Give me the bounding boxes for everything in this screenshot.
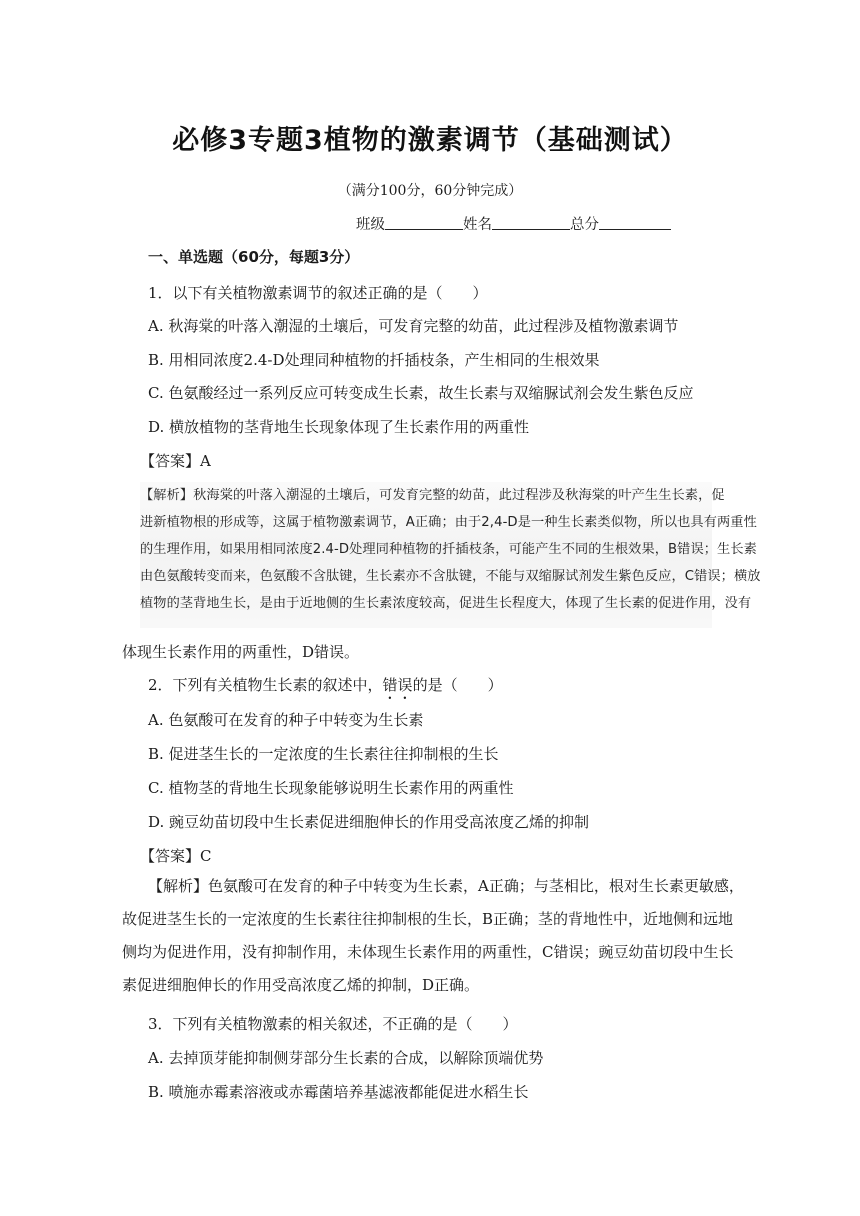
question-2-option-b: B. 促进茎生长的一定浓度的生长素往往抑制根的生长 — [148, 745, 499, 763]
question-2-option-c: C. 植物茎的背地生长现象能够说明生长素作用的两重性 — [148, 779, 514, 797]
question-2-option-d: D. 豌豆幼苗切段中生长素促进细胞伸长的作用受高浓度乙烯的抑制 — [148, 813, 590, 831]
score-label: 总分 — [570, 217, 599, 233]
question-1-analysis-scan — [140, 482, 761, 628]
question-1-stem: 1．以下有关植物激素调节的叙述正确的是（ ） — [148, 284, 488, 302]
question-2-stem-post: 的是（ ） — [412, 676, 503, 694]
score-blank[interactable] — [599, 215, 671, 230]
name-label: 姓名 — [463, 217, 492, 233]
analysis-line: 植物的茎背地生长，是由于近地侧的生长素浓度较高，促进生长程度大，体现了生长素的促进作用，没有 — [140, 596, 752, 611]
analysis-line: 进新植物根的形成等，这属于植物激素调节，A正确；由于2,4-D是一种生长素类似物，所以也具有两重性 — [140, 515, 757, 530]
name-blank[interactable] — [492, 215, 570, 230]
analysis-line: 【解析】秋海棠的叶落入潮湿的土壤后，可发育完整的幼苗，此过程涉及秋海棠的叶产生生长素，促 — [140, 488, 725, 503]
question-3-option-a: A. 去掉顶芽能抑制侧芽部分生长素的合成，以解除顶端优势 — [148, 1049, 544, 1067]
question-1-option-c: C. 色氨酸经过一系列反应可转变成生长素，故生长素与双缩脲试剂会发生紫色反应 — [148, 384, 694, 402]
question-1-answer: 【答案】A — [140, 452, 211, 470]
question-2-option-a: A. 色氨酸可在发育的种子中转变为生长素 — [148, 711, 424, 729]
question-2-stem-emphasis: 错误 — [382, 676, 413, 694]
analysis-line: 素促进细胞伸长的作用受高浓度乙烯的抑制，D正确。 — [122, 976, 480, 994]
class-label: 班级 — [356, 217, 385, 233]
analysis-line: 侧均为促进作用，没有抑制作用，未体现生长素作用的两重性，C错误；豌豆幼苗切段中生长 — [122, 943, 734, 961]
question-1-option-d: D. 横放植物的茎背地生长现象体现了生长素作用的两重性 — [148, 418, 530, 436]
question-1-option-b: B. 用相同浓度2.4-D处理同种植物的扦插枝条，产生相同的生根效果 — [148, 351, 600, 369]
question-2-answer: 【答案】C — [140, 847, 212, 865]
analysis-line: 【解析】色氨酸可在发育的种子中转变为生长素，A正确；与茎相比，根对生长素更敏感， — [148, 877, 744, 895]
question-3-stem: 3．下列有关植物激素的相关叙述，不正确的是（ ） — [148, 1015, 518, 1033]
question-3-option-b: B. 喷施赤霉素溶液或赤霉菌培养基滤液都能促进水稻生长 — [148, 1083, 529, 1101]
question-1-analysis-tail: 体现生长素作用的两重性，D错误。 — [122, 643, 360, 661]
question-2-stem-pre: 2．下列有关植物生长素的叙述中， — [148, 676, 383, 694]
analysis-line: 的生理作用，如果用相同浓度2.4-D处理同种植物的扦插枝条，可能产生不同的生根效果，B错误；生长素 — [140, 542, 757, 557]
class-blank[interactable] — [385, 215, 463, 230]
page-subtitle: （满分100分，60分钟完成） — [337, 183, 523, 199]
page-title: 必修3专题3植物的激素调节（基础测试） — [172, 125, 688, 156]
analysis-line: 故促进茎生长的一定浓度的生长素往往抑制根的生长，B正确；茎的背地性中，近地侧和远地 — [122, 910, 734, 928]
question-2-stem — [148, 674, 503, 703]
section-heading: 一、单选题（60分，每题3分） — [148, 248, 360, 266]
question-1-option-a: A. 秋海棠的叶落入潮湿的土壤后，可发育完整的幼苗，此过程涉及植物激素调节 — [148, 317, 679, 335]
question-2-analysis — [122, 870, 744, 1002]
analysis-line: 由色氨酸转变而来，色氨酸不含肽键，生长素亦不含肽键，不能与双缩脲试剂发生紫色反应，C错误；横放 — [140, 569, 761, 584]
student-info-fields — [356, 213, 671, 234]
